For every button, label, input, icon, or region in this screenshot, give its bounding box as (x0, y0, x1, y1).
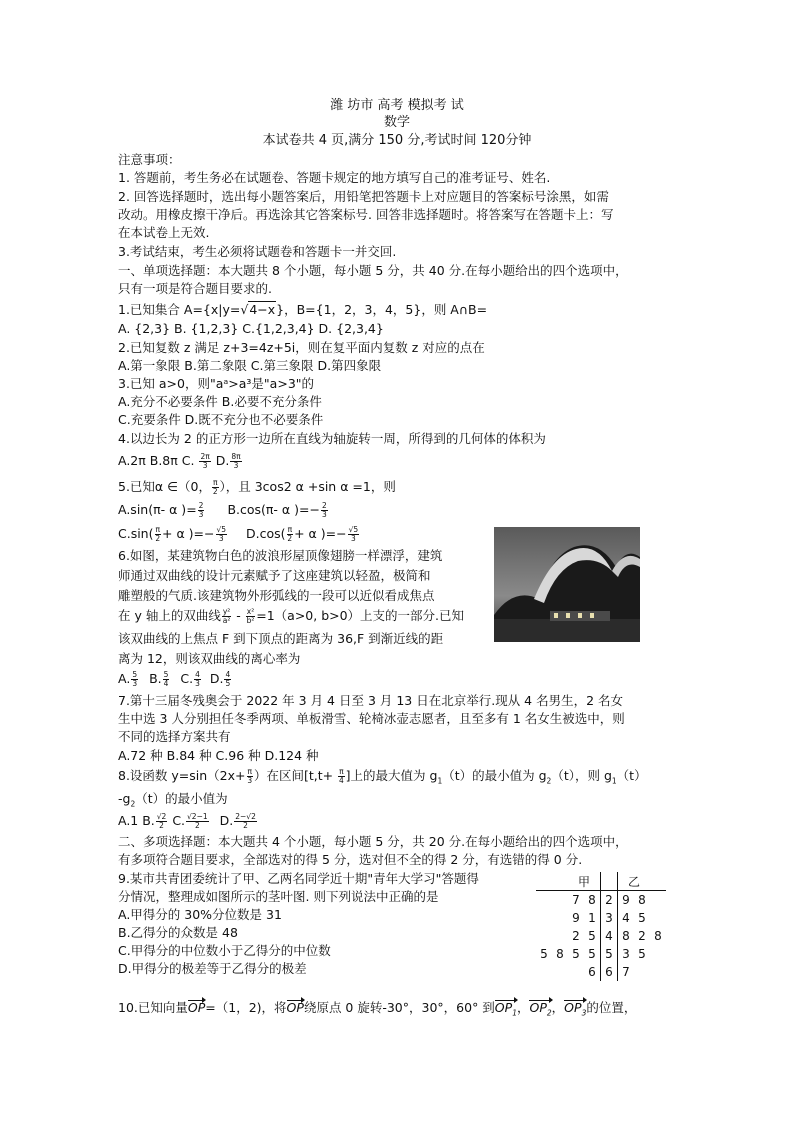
stem-value: 5 (601, 945, 618, 963)
leaf-right: 8 (654, 929, 662, 943)
q5-opt-c-b: + α )=− (162, 526, 215, 541)
stem-leaf-plot (536, 872, 684, 980)
vector-op1: $OP_1$ (494, 1000, 517, 1018)
stem-leaf-row (536, 891, 666, 910)
exam-info: 本试卷共 4 页,满分 150 分,考试时间 120分钟 (262, 133, 532, 148)
stem-leaf-row (536, 909, 666, 927)
q8-line-2 (118, 791, 228, 809)
q4-opt-c-fraction: $\frac{2\pi}{3}$ (200, 452, 210, 470)
q6-eq-y-frac: $\frac{\text{y²}}{\text{a²}}$ (222, 607, 231, 625)
q5-opt-a-fraction: $\frac{2}{3}$ (198, 501, 204, 519)
q8-stem-c: ]上的最大值为 g (345, 768, 438, 783)
leaf-left: 5 (540, 947, 548, 961)
leaf-right: 8 (638, 893, 646, 907)
sqrt-symbol: √ (240, 302, 249, 317)
leaf-left: 5 (588, 929, 596, 943)
stem-leaf-right-label: 乙 (618, 872, 651, 891)
q8-sub-4: 2 (130, 799, 136, 809)
q8-stem-f: （t） (616, 768, 647, 783)
leaf-left: 8 (588, 893, 596, 907)
q6-line-4a: 在 y 轴上的双曲线 (118, 608, 221, 623)
q8-sub-3: 1 (611, 776, 617, 786)
q1-stem-a: 1.已知集合 A={x|y= (118, 302, 241, 317)
q5-fraction: $\frac{\pi}{2}$ (212, 478, 218, 496)
question-10 (118, 1000, 637, 1018)
q8-options (118, 810, 258, 832)
note-2b: 改动。用橡皮擦干净后。再选涂其它答案标号. 回答非选择题时。将答案写在答题卡上：写 (118, 207, 614, 222)
q8-stem-e: （t），则 g (551, 768, 612, 783)
q3-options-1: A.充分不必要条件 B.必要不充分条件 (118, 394, 322, 409)
question-5 (118, 476, 396, 498)
building-photo (494, 527, 640, 642)
question-4: 4.以边长为 2 的正方形一边所在直线为轴旋转一周，所得到的几何体的体积为 (118, 431, 546, 446)
q9-line-2: 分情况，整理成如图所示的茎叶图. 则下列说法中正确的是 (118, 889, 439, 904)
leaf-left (536, 909, 552, 927)
q6-opt-c: C. (180, 671, 194, 686)
q5-opt-d-b: + α )=− (294, 526, 347, 541)
stem-leaf-row (536, 963, 666, 981)
section1-heading-cont: 只有一项是符合题目要求的. (118, 281, 272, 296)
stem-leaf-row (536, 927, 666, 945)
q6-line-6: 离为 12，则该双曲线的离心率为 (118, 651, 301, 666)
stem-leaf-row (536, 945, 666, 963)
q10-stem-a: 10.已知向量 (118, 1000, 188, 1015)
question-8 (118, 765, 647, 787)
q8-sub-2: 2 (546, 776, 552, 786)
q4-options (118, 450, 243, 472)
stem-value: 2 (601, 891, 618, 910)
q1-stem-b: }，B={1，2，3，4，5}，则 A∩B= (276, 302, 488, 317)
q4-opt-ab: A.2π B.8π C. (118, 453, 195, 468)
question-2: 2.已知复数 z 满足 z+3=4z+5i，则在复平面内复数 z 对应的点在 (118, 340, 485, 355)
note-1: 1. 答题前，考生务必在试题卷、答题卡规定的地方填写自己的准考证号、姓名. (118, 170, 551, 185)
question-7: 7.第十三届冬残奥会于 2022 年 3 月 4 日至 3 月 13 日在北京举行.现从 4 名男生，2 名女 (118, 693, 624, 708)
q8-stem-b: ）在区间[t,t+ (254, 768, 338, 783)
q5-opt-c-fraction: $\frac{√5}{3}$ (216, 525, 227, 543)
q9-opt-d: D.甲得分的极差等于乙得分的极差 (118, 961, 307, 976)
leaf-right: 7 (622, 965, 630, 979)
q5-opt-b-fraction: $\frac{2}{3}$ (321, 501, 327, 519)
q6-opt-d-frac: $\frac{4}{5}$ (225, 670, 231, 688)
q8-opt-b-frac: $\frac{√2}{2}$ (156, 812, 167, 830)
vector-op: OP (187, 1000, 206, 1015)
q5-opt-b: B.cos(π- α )=− (227, 502, 320, 517)
leaf-right: 2 (638, 929, 646, 943)
q5-opt-a: A.sin(π- α )= (118, 502, 197, 517)
q8-frac-1: $\frac{\pi}{3}$ (247, 767, 253, 785)
q6-opt-d: D. (209, 671, 224, 686)
q10-stem-f: 的位置， (586, 1000, 637, 1015)
q6-line-4: 在 y 轴上的双曲线 $\frac{\text{y²}}{\text{a²}}$ - $\frac{\text{x²}}{\text{b²}}$ =1（a>0, b>0）上支的一部分.已知 (118, 607, 465, 625)
leaf-left (568, 963, 584, 981)
leaf-left: 2 (572, 929, 580, 943)
leaf-left: 5 (588, 947, 596, 961)
q8-line-2a: -g (118, 791, 131, 806)
q5-opt-d-fraction: $\frac{√5}{3}$ (348, 525, 359, 543)
q9-opt-c: C.甲得分的中位数小于乙得分的中位数 (118, 943, 331, 958)
leaf-left: 6 (588, 965, 596, 979)
q4-opt-d-fraction: $\frac{8\pi}{3}$ (231, 452, 241, 470)
q8-stem-d: （t）的最小值为 g (442, 768, 547, 783)
q6-line-4b: =1（a>0, b>0）上支的一部分.已知 (256, 608, 465, 623)
q8-stem-a: 8.设函数 y=sin（2x+ (118, 768, 246, 783)
leaf-left: 5 (572, 947, 580, 961)
leaf-left (552, 927, 568, 945)
exam-title: 潍 坊市 高考 模拟考 试 (330, 98, 464, 113)
q5-stem-a: 5.已知α ∈（0， (118, 479, 211, 494)
q6-line-3: 雕塑般的气质.该建筑物外形弧线的一段可以近似看成焦点 (118, 588, 435, 603)
stem-value: 3 (601, 909, 618, 927)
stem-value: 6 (601, 963, 618, 981)
leaf-left (536, 963, 552, 981)
leaf-right (650, 909, 666, 927)
section1-heading: 一、单项选择题：本大题共 8 个小题，每小题 5 分，共 40 分.在每小题给出的四个选项中， (118, 263, 628, 278)
q7-line-3: 不同的选择方案共有 (118, 729, 231, 744)
q5-opt-c: C.sin( (118, 526, 154, 541)
leaf-right: 9 (622, 893, 630, 907)
q1-radicand: 4−x (249, 302, 276, 317)
leaf-left (536, 927, 552, 945)
q6-opt-a: A. (118, 671, 131, 686)
q8-opt-ab: A.1 B. (118, 813, 155, 828)
leaf-right (650, 945, 666, 963)
question-6: 6.如图，某建筑物白色的波浪形屋顶像翅膀一样漂浮，建筑 (118, 548, 443, 563)
stem-leaf-left-label: 甲 (568, 872, 601, 891)
q8-opt-c-frac: $\frac{√2-1}{2}$ (187, 812, 208, 830)
leaf-right: 5 (638, 947, 646, 961)
note-3: 3.考试结束，考生必须将试题卷和答题卡一并交回. (118, 244, 397, 259)
q4-opt-d-label: D. (215, 453, 230, 468)
q6-opt-a-frac: $\frac{5}{3}$ (132, 670, 138, 688)
q1-options: A. {2,3} B. {1,2,3} C.{1,2,3,4} D. {2,3,4} (118, 321, 384, 336)
q8-opt-d: D. (219, 813, 234, 828)
q5-opt-d-arg: $\frac{\pi}{2}$ (287, 525, 293, 543)
q9-opt-a: A.甲得分的 30%分位数是 31 (118, 907, 282, 922)
question-9: 9.某市共青团委统计了甲、乙两名同学近十期"青年大学习"答题得 (118, 871, 479, 886)
leaf-right (650, 963, 666, 981)
q2-options: A.第一象限 B.第二象限 C.第三象限 D.第四象限 (118, 358, 382, 373)
stem-leaf-table (536, 872, 666, 981)
leaf-right: 5 (638, 911, 646, 925)
q5-stem-b: ），且 3cos2 α +sin α =1，则 (219, 479, 396, 494)
q3-options-2: C.充要条件 D.既不充分也不必要条件 (118, 412, 324, 427)
leaf-left: 1 (588, 911, 596, 925)
q5-opt-c-arg: $\frac{\pi}{2}$ (155, 525, 161, 543)
q5-options-cd (118, 523, 360, 545)
q6-line-2: 师通过双曲线的设计元素赋予了这座建筑以轻盈，极简和 (118, 568, 431, 583)
building-photo-graphic (494, 527, 640, 642)
note-2a: 2. 回答选择题时，选出每小题答案后，用铅笔把答题卡上对应题目的答案标号涂黑，如需 (118, 189, 609, 204)
q5-opt-d: D.cos( (246, 526, 286, 541)
q10-stem-b: =（1，2)，将 (205, 1000, 287, 1015)
leaf-right: 8 (622, 929, 630, 943)
q6-opt-c-frac: $\frac{4}{3}$ (195, 670, 200, 688)
q6-eq-x-frac: $\frac{\text{x²}}{\text{b²}}$ (246, 607, 255, 625)
subject-title: 数学 (383, 115, 410, 130)
vector-op-2: OP (286, 1000, 304, 1015)
question-3: 3.已知 a>0，则"aᵃ>a³是"a>3"的 (118, 376, 315, 391)
vector-op2: $OP_2$ (529, 1000, 552, 1018)
leaf-left (552, 909, 568, 927)
leaf-left: 7 (572, 893, 580, 907)
q10-stem-c: 绕原点 0 旋转-30°，30°，60° 到 (303, 1000, 495, 1015)
q8-opt-c: C. (172, 813, 186, 828)
section2-heading: 二、多项选择题：本大题共 4 个小题，每小题 5 分，共 20 分.在每小题给出的四个选项中， (118, 834, 628, 849)
section2-heading-cont: 有多项符合题目要求，全部选对的得 5 分，选对但不全的得 2 分，有选错的得 0 分. (118, 852, 583, 867)
stem-leaf-header (536, 872, 666, 891)
q5-options-ab (118, 499, 329, 521)
leaf-right: 4 (622, 911, 630, 925)
leaf-left: 8 (556, 947, 564, 961)
q8-frac-2: $\frac{\pi}{4}$ (339, 767, 344, 785)
q6-opt-b-frac: $\frac{5}{4}$ (163, 670, 169, 688)
notes-heading: 注意事项： (118, 152, 181, 167)
q8-sub-1: 1 (437, 776, 443, 786)
q6-line-5: 该双曲线的上焦点 F 到下顶点的距离为 36,F 到渐近线的距 (118, 631, 444, 646)
q6-opt-b: B. (149, 671, 162, 686)
q10-sep-1: ， (516, 1000, 530, 1015)
question-1 (118, 302, 487, 317)
q7-line-2: 生中选 3 人分别担任冬季两项、单板滑雪、轮椅冰壶志愿者，且至多有 1 名女生被选中，则 (118, 711, 625, 726)
q8-line-2b: （t）的最小值为 (135, 791, 228, 806)
leaf-right (650, 891, 666, 910)
leaf-left: 9 (572, 911, 580, 925)
q10-sep-2: ， (551, 1000, 565, 1015)
q7-options: A.72 种 B.84 种 C.96 种 D.124 种 (118, 748, 319, 763)
q8-opt-d-frac: $\frac{2-√2}{2}$ (235, 812, 256, 830)
leaf-left (536, 891, 552, 910)
stem-value: 4 (601, 927, 618, 945)
leaf-left (552, 963, 568, 981)
leaf-right (634, 963, 650, 981)
q9-opt-b: B.乙得分的众数是 48 (118, 925, 238, 940)
note-2c: 在本试卷上无效. (118, 225, 210, 240)
leaf-right: 3 (622, 947, 630, 961)
q6-options (118, 668, 232, 690)
leaf-left (552, 891, 568, 910)
vector-op3: $OP_3$ (564, 1000, 587, 1018)
